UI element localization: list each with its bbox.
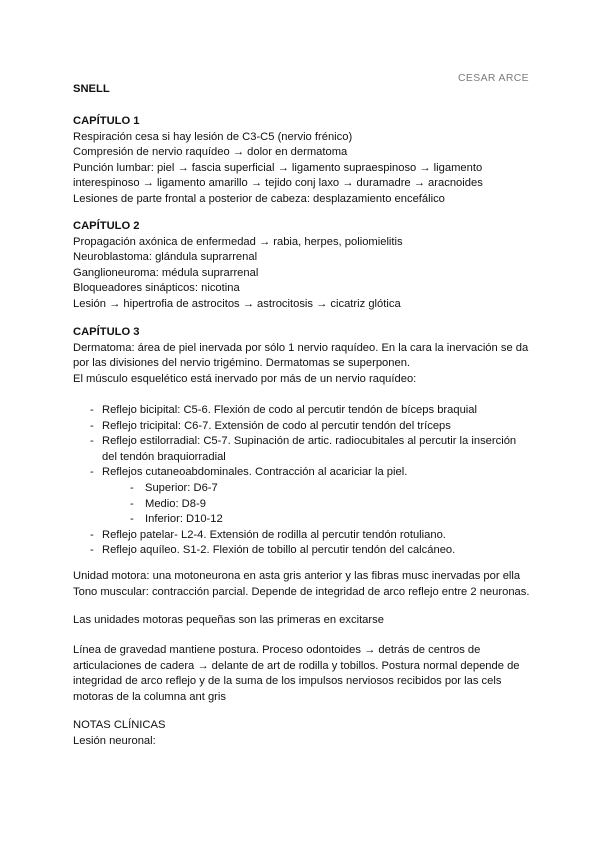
chapter-2-section xyxy=(73,219,533,313)
reflex-text: Reflejo estilorradial: C5-7. Supinación de artic. radiocubitales al percutir la inserción del tendón braquiorradial xyxy=(102,435,517,463)
abdominal-level-text: Inferior: D10-12 xyxy=(145,513,223,526)
skeletal-muscle-text: El músculo esquelético está inervado por más de un nervio raquídeo: xyxy=(73,372,417,385)
small-units-text: Las unidades motoras pequeñas son las primeras en excitarse xyxy=(73,614,384,626)
list-item xyxy=(73,434,533,465)
chapter-2-line: Propagación axónica de enfermedad → rabia, herpes, poliomielitis xyxy=(73,235,403,248)
small-units-section xyxy=(73,613,533,629)
list-item xyxy=(73,403,533,419)
clinical-notes-heading: NOTAS CLÍNICAS xyxy=(73,719,166,731)
chapter-2-line: Bloqueadores sinápticos: nicotina xyxy=(73,282,240,295)
dash-bullet-icon: - xyxy=(90,404,94,416)
dash-bullet-icon: - xyxy=(90,466,94,479)
list-item xyxy=(73,465,533,481)
list-item xyxy=(73,543,533,559)
list-item xyxy=(73,497,533,513)
chapter-1-line: Respiración cesa si hay lesión de C3-C5 (nervio frénico) xyxy=(73,130,353,143)
clinical-notes-section xyxy=(73,718,533,749)
list-item xyxy=(73,512,533,528)
chapter-1-line: Lesiones de parte frontal a posterior de cabeza: desplazamiento encefálico xyxy=(73,192,445,205)
chapter-3-heading: CAPÍTULO 3 xyxy=(73,326,140,338)
muscle-tone-text: Tono muscular: contracción parcial. Depende de integridad de arco reflejo entre 2 neuronas. xyxy=(73,585,530,598)
motor-unit-section xyxy=(73,569,533,600)
abdominal-level-text: Medio: D8-9 xyxy=(145,497,206,510)
chapter-1-heading: CAPÍTULO 1 xyxy=(73,115,140,127)
posture-text: Línea de gravedad mantiene postura. Proceso odontoides → detrás de centros de articulaciones de cadera → delante de art de rodilla y tobillos. Postura normal depende de integridad de arco reflejo y de la suma de los impulsos nerviosos recibidos por las cels motoras de la columna ant gris xyxy=(73,644,520,703)
neuronal-lesion-text: Lesión neuronal: xyxy=(73,734,156,747)
motor-unit-text: Unidad motora: una motoneurona en asta gris anterior y las fibras musc inervadas por ella xyxy=(73,570,521,582)
chapter-2-line: Neuroblastoma: glándula suprarrenal xyxy=(73,251,258,264)
chapter-1-line: Punción lumbar: piel → fascia superficial → ligamento supraespinoso → ligamento interespinoso → ligamento amarillo → tejido conj laxo → duramadre → aracnoides xyxy=(73,161,483,190)
chapter-2-line: Lesión → hipertrofia de astrocitos → astrocitosis → cicatriz glótica xyxy=(73,297,401,310)
list-item xyxy=(73,481,533,497)
chapter-1-line: Compresión de nervio raquídeo → dolor en dermatoma xyxy=(73,146,348,159)
reflex-text: Reflejos cutaneoabdominales. Contracción al acariciar la piel. xyxy=(102,466,408,479)
header-author: CESAR ARCE xyxy=(458,73,529,84)
reflex-list xyxy=(73,403,533,559)
dash-bullet-icon: - xyxy=(90,544,94,557)
chapter-2-heading: CAPÍTULO 2 xyxy=(73,220,140,232)
dermatoma-text: Dermatoma: área de piel inervada por sólo 1 nervio raquídeo. En la cara la inervación se da por las divisiones del nervio trigémino. Dermatomas se superponen. xyxy=(73,341,529,370)
dash-bullet-icon: - xyxy=(130,481,134,494)
list-item xyxy=(73,528,533,544)
reflex-text: Reflejo bicipital: C5-6. Flexión de codo al percutir tendón de bíceps braquial xyxy=(102,404,477,416)
abdominal-level-text: Superior: D6-7 xyxy=(145,481,218,494)
dash-bullet-icon: - xyxy=(90,528,94,541)
reflex-text: Reflejo aquíleo. S1-2. Flexión de tobillo al percutir tendón del calcáneo. xyxy=(102,544,456,557)
reflex-text: Reflejo patelar- L2-4. Extensión de rodilla al percutir tendón rotuliano. xyxy=(102,528,446,541)
chapter-3-section xyxy=(73,325,533,387)
list-item xyxy=(73,419,533,435)
reflex-text: Reflejo tricipital: C6-7. Extensión de codo al percutir tendón del tríceps xyxy=(102,419,451,432)
dash-bullet-icon: - xyxy=(90,419,94,432)
dash-bullet-icon: - xyxy=(130,497,134,510)
dash-bullet-icon: - xyxy=(90,435,94,448)
dash-bullet-icon: - xyxy=(130,513,134,526)
chapter-1-section xyxy=(73,114,533,208)
posture-section xyxy=(73,643,533,705)
document-title: SNELL xyxy=(73,83,110,95)
chapter-2-line: Ganglioneuroma: médula suprarrenal xyxy=(73,266,259,279)
